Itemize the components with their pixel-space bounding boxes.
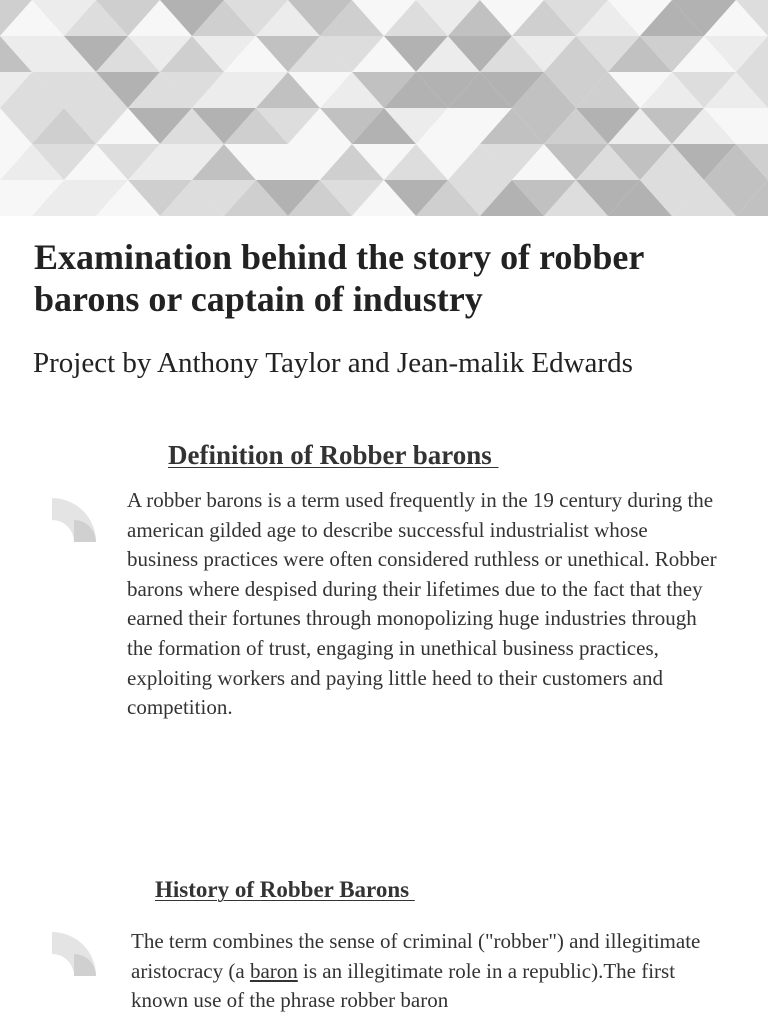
quarter-ring-icon bbox=[52, 498, 96, 542]
header-banner bbox=[0, 0, 768, 216]
history-text-start: The term combines the sense of criminal ("robber") and illegitimate aristocracy (a bbox=[131, 929, 701, 983]
triangle-pattern-banner bbox=[0, 0, 768, 216]
quarter-ring-icon bbox=[52, 932, 96, 976]
page-title: Examination behind the story of robber barons or captain of industry bbox=[34, 237, 644, 319]
page-subtitle: Project by Anthony Taylor and Jean-malik Edwards bbox=[33, 347, 633, 379]
history-text-end: is an illegitimate role in a republic).The first known use of the phrase robber baron bbox=[131, 958, 676, 1013]
section-heading-definition: Definition of Robber barons bbox=[168, 440, 499, 470]
baron-link[interactable]: baron bbox=[249, 958, 298, 983]
history-paragraph bbox=[131, 927, 731, 1016]
section-heading-history: History of Robber Barons bbox=[155, 877, 415, 902]
definition-paragraph: A robber barons is a term used frequently in the 19 century during the american gilded age to describe successful industrialist whose business practices were often considered ruthless or unethical. Robber barons where despised during their lifetimes due to the fact that they earned their fortunes through monopolizing huge industries through the formation of trust, engaging in unethical business practices, exploiting workers and paying little heed to their customers and competition. bbox=[127, 488, 717, 720]
